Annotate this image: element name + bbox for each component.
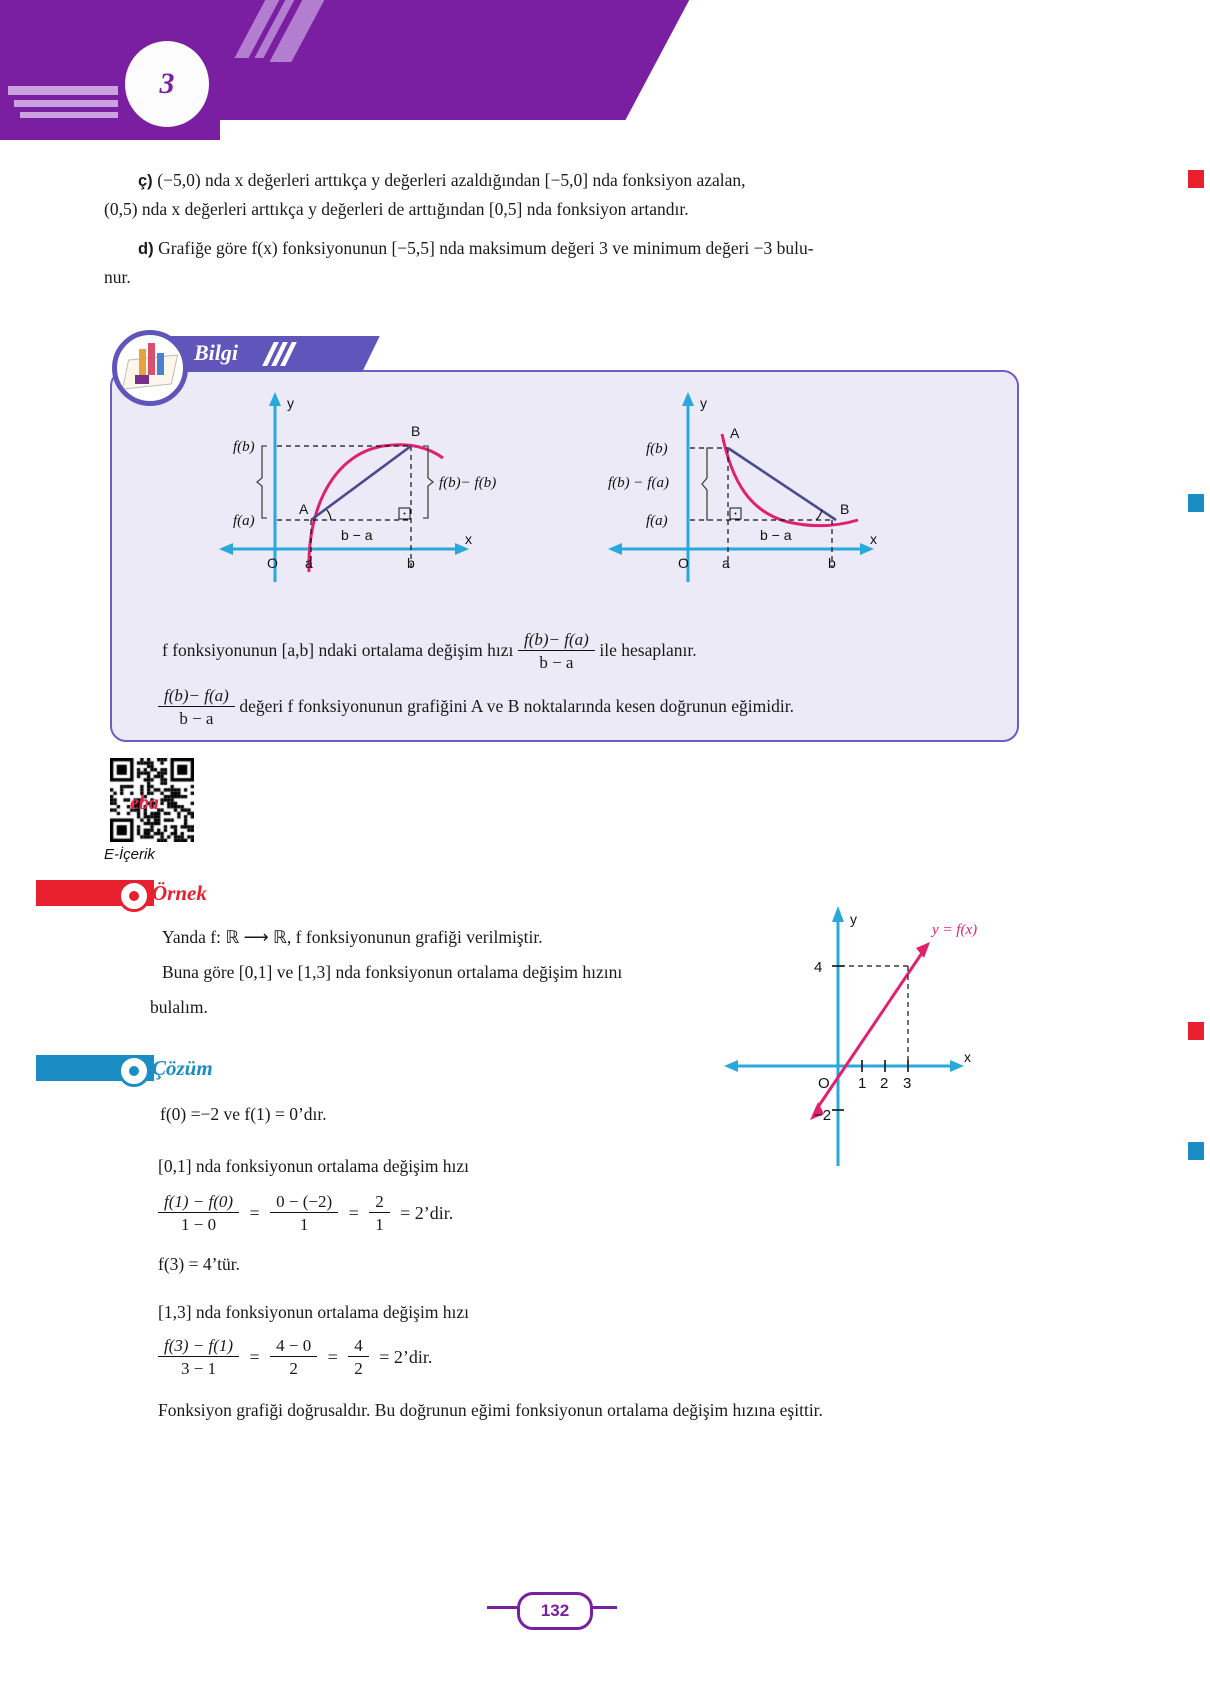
page-footer (487, 1592, 617, 1630)
cozum-line-5: Fonksiyon grafiği doğrusaldır. Bu doğrunun eğimi fonksiyonun ortalama değişim hızına eşittir. (158, 1400, 823, 1420)
bilgi-sentence-1-post: ile hesaplanır. (599, 639, 697, 660)
cozum-badge-label: Çözüm (152, 1056, 213, 1080)
calc2-frac-2 (270, 1336, 317, 1379)
calc1-frac-2-num: 0 − (−2) (276, 1192, 333, 1211)
right-graph-tick-b: b (828, 555, 836, 571)
bilgi-sentence-2 (158, 686, 1018, 729)
edge-mark-4 (1188, 1142, 1204, 1160)
edge-mark-2 (1188, 494, 1204, 512)
calc2-frac-1-num: f(3) − f(1) (164, 1336, 234, 1355)
bilgi-label: Bilgi (194, 340, 239, 365)
right-graph-delta-x: b − a (760, 527, 792, 543)
calc1-eq-2: = (348, 1203, 359, 1223)
left-graph-origin: O (267, 555, 278, 571)
paragraph-d-line2: nur. (104, 267, 131, 287)
calc1-eq-1: = (249, 1203, 260, 1223)
left-graph-x-label: x (465, 531, 472, 547)
calc2-frac-2-num: 4 − 0 (276, 1336, 312, 1355)
calc1-frac-3 (369, 1192, 390, 1235)
bilgi-graph-left (215, 386, 525, 586)
bilgi-formula-2-den: b − a (158, 706, 235, 729)
right-graph-point-b: B (840, 501, 850, 517)
left-graph-tick-b: b (407, 555, 415, 571)
right-graph-fa-label: f(a) (646, 513, 668, 529)
ornek-graph-curve-label: y = f(x) (932, 922, 978, 938)
qr-caption: E-İçerik (104, 846, 155, 863)
ornek-graph-tick-1: 1 (858, 1075, 867, 1092)
ornek-line-1: Yanda f: ℝ ⟶ ℝ, f fonksiyonunun grafiği verilmiştir. (162, 927, 543, 947)
edge-mark-1 (1188, 170, 1204, 188)
bilgi-chart-icon (112, 330, 188, 406)
calc2-result: = 2’dir. (379, 1347, 433, 1367)
ornek-graph-tick-4: 4 (814, 959, 823, 976)
calc2-frac-3 (348, 1336, 369, 1379)
qr-code[interactable] (110, 758, 194, 842)
bilgi-formula-2 (158, 686, 235, 729)
bilgi-graph-right (600, 386, 910, 586)
calc1-result: = 2’dir. (400, 1203, 454, 1223)
cozum-badge-ring-icon (118, 1055, 150, 1087)
calc2-frac-1 (158, 1336, 239, 1379)
calc2-frac-3-num: 4 (354, 1336, 363, 1355)
chapter-number: 3 (159, 67, 175, 100)
edge-mark-3 (1188, 1022, 1204, 1040)
left-graph-point-a: A (299, 501, 309, 517)
bilgi-formula-1 (518, 630, 595, 673)
header-line-3 (20, 112, 118, 118)
calc2-eq-2: = (327, 1347, 338, 1367)
ornek-graph-origin: O (818, 1075, 830, 1092)
right-graph-x-label: x (870, 531, 877, 547)
ornek-graph-tick-neg2: −2 (814, 1107, 832, 1124)
header-line-1 (8, 86, 118, 95)
bilgi-formula-2-num: f(b)− f(a) (164, 686, 229, 705)
right-graph-y-label: y (700, 395, 707, 411)
right-graph-fb-label: f(b) (646, 441, 668, 457)
ornek-graph-x-label: x (964, 1049, 971, 1065)
ornek-line-2: Buna göre [0,1] ve [1,3] nda fonksiyonun ortalama değişim hızını (162, 962, 623, 982)
calc2-frac-2-den: 2 (270, 1356, 317, 1379)
cozum-line-1: f(0) =−2 ve f(1) = 0’dır. (160, 1104, 327, 1124)
cozum-line-3: f(3) = 4’tür. (158, 1254, 240, 1274)
left-graph-fb-label: f(b) (233, 439, 255, 455)
left-graph-delta-x: b − a (341, 527, 373, 543)
right-graph-delta-y: f(b) − f(a) (608, 475, 669, 491)
cozum-calc-1 (158, 1192, 459, 1235)
bilgi-sentence-1 (162, 630, 1012, 673)
calc1-frac-3-num: 2 (375, 1192, 384, 1211)
page-title: Fonksiyonlarda Uygulamalar (222, 78, 524, 104)
ornek-badge-ring-icon (118, 880, 150, 912)
right-graph-origin: O (678, 555, 689, 571)
calc1-frac-1-den: 1 − 0 (158, 1212, 239, 1235)
bilgi-sentence-2-post: değeri f fonksiyonunun grafiğini A ve B noktalarında kesen doğrunun eğimidir. (239, 695, 794, 716)
calc1-frac-2-den: 1 (270, 1212, 338, 1235)
ornek-graph-tick-3: 3 (903, 1075, 912, 1092)
bilgi-sentence-1-pre: f fonksiyonunun [a,b] ndaki ortalama değişim hızı (162, 639, 514, 660)
paragraph-d-label: d) (138, 240, 154, 258)
right-graph-tick-a: a (722, 555, 730, 571)
left-graph-y-label: y (287, 395, 294, 411)
calc1-frac-1 (158, 1192, 239, 1235)
ornek-graph-y-label: y (850, 911, 857, 927)
paragraph-d (104, 234, 1009, 292)
left-graph-point-b: B (411, 423, 421, 439)
cozum-calc-2 (158, 1336, 438, 1379)
header-line-2 (14, 100, 118, 107)
calc1-frac-3-den: 1 (369, 1212, 390, 1235)
left-graph-fa-label: f(a) (233, 513, 255, 529)
eba-logo: eba (130, 792, 159, 814)
ornek-graph-tick-2: 2 (880, 1075, 889, 1092)
left-graph-delta-y: f(b)− f(b) (439, 475, 497, 491)
paragraph-c-line2: (0,5) nda x değerleri arttıkça y değerleri de arttığından [0,5] nda fonksiyon artandır. (104, 199, 689, 219)
ornek-graph (718, 898, 1000, 1178)
paragraph-c-line1: (−5,0) nda x değerleri arttıkça y değerleri azaldığından [−5,0] nda fonksiyon azalan, (157, 170, 746, 190)
bilgi-formula-1-num: f(b)− f(a) (523, 630, 589, 649)
cozum-line-2: [0,1] nda fonksiyonun ortalama değişim hızı (158, 1156, 470, 1176)
bilgi-formula-1-den: b − a (518, 650, 595, 673)
page-header (0, 0, 1210, 150)
paragraph-c-label: ç) (138, 172, 153, 190)
left-graph-tick-a: a (305, 555, 313, 571)
calc2-frac-1-den: 3 − 1 (158, 1356, 239, 1379)
page-number: 132 (517, 1592, 593, 1630)
ornek-line-3: bulalım. (150, 997, 208, 1017)
calc2-frac-3-den: 2 (348, 1356, 369, 1379)
ornek-badge-label: Örnek (152, 881, 207, 905)
bilgi-slash-icon (268, 342, 295, 371)
calc1-frac-2 (270, 1192, 338, 1235)
ornek-text (150, 920, 798, 1025)
paragraph-d-line1: Grafiğe göre f(x) fonksiyonunun [−5,5] nda maksimum değeri 3 ve minimum değeri −3 bulu- (158, 238, 814, 258)
cozum-line-4: [1,3] nda fonksiyonun ortalama değişim hızı (158, 1302, 470, 1322)
chapter-number-badge (118, 34, 216, 134)
calc1-frac-1-num: f(1) − f(0) (164, 1192, 234, 1211)
paragraph-c (104, 166, 1009, 224)
right-graph-point-a: A (730, 425, 740, 441)
calc2-eq-1: = (249, 1347, 260, 1367)
